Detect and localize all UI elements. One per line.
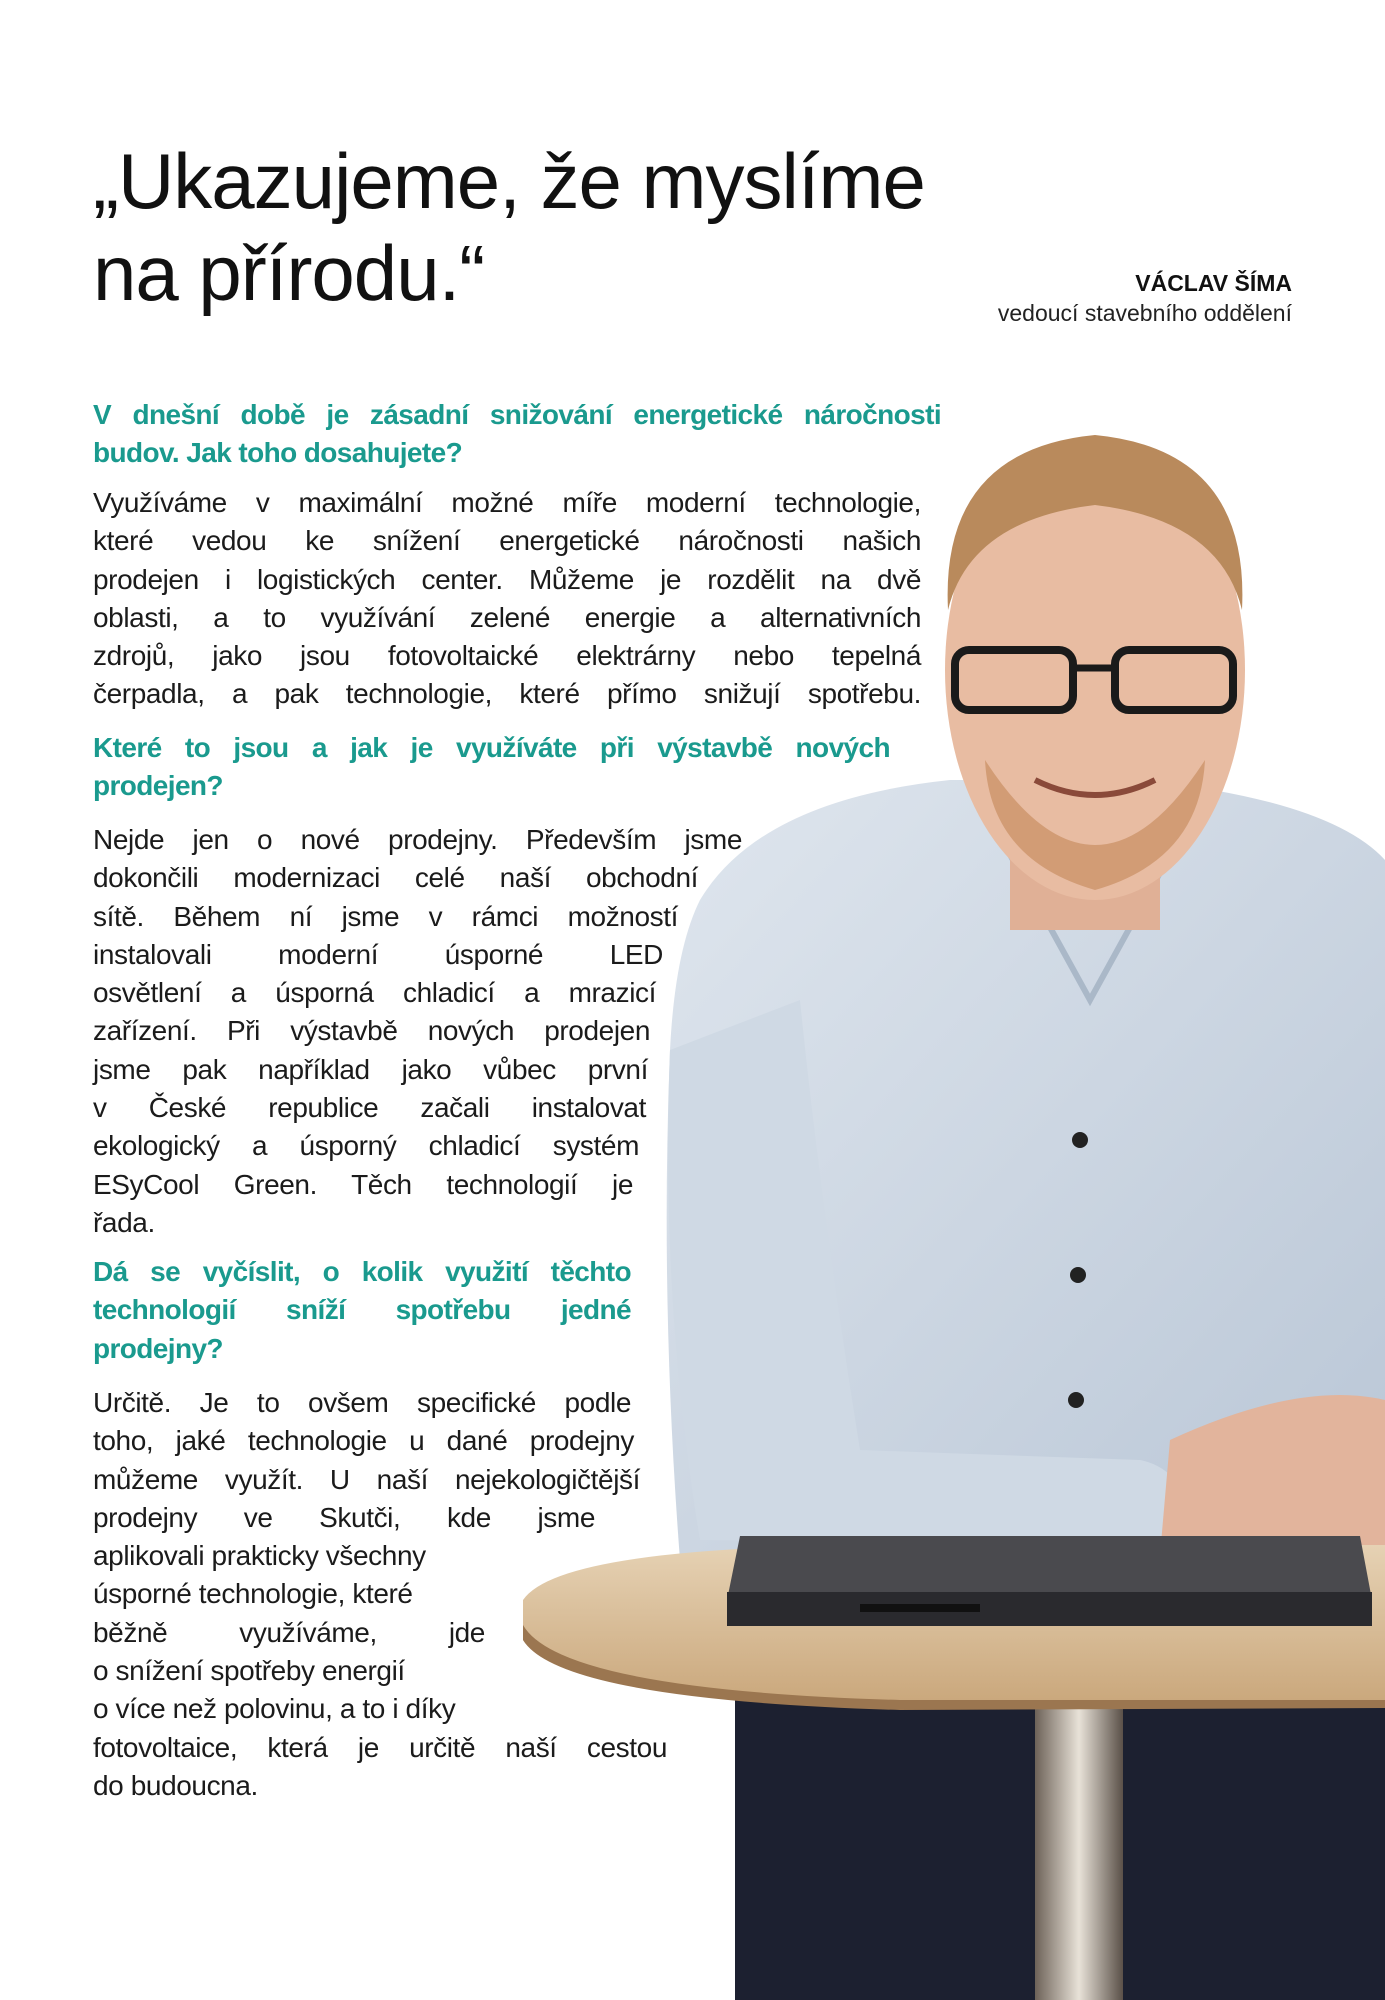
answer-line: fotovoltaice, která je určitě naší cestou	[93, 1731, 667, 1763]
question-line: prodejen?	[93, 770, 223, 802]
answer-line: instalovali moderní úsporné LED	[93, 938, 663, 970]
answer-line: osvětlení a úsporná chladicí a mrazicí	[93, 977, 656, 1009]
answer-line: Určitě. Je to ovšem specifické podle	[93, 1387, 631, 1418]
answer-line: oblasti, a to využívání zelené energie a alternativních	[93, 601, 921, 633]
title-line: „Ukazujeme, že myslíme	[93, 137, 925, 225]
answer-line: Využíváme v maximální možné míře moderní technologie,	[93, 487, 921, 518]
answer-line: které vedou ke snížení energetické náročnosti našich	[93, 525, 921, 557]
answer-line: aplikovali prakticky všechny	[93, 1540, 426, 1572]
answer-line: čerpadla, a pak technologie, které přímo snižují spotřebu.	[93, 678, 921, 710]
question-line: budov. Jak toho dosahujete?	[93, 437, 463, 469]
answer-line: sítě. Během ní jsme v rámci možností	[93, 900, 678, 932]
answer-line: můžeme využít. U naší nejekologičtější	[93, 1463, 640, 1495]
answer-line: jsme pak například jako vůbec první	[93, 1053, 648, 1085]
answer-line: toho, jaké technologie u dané prodejny	[93, 1425, 634, 1457]
byline	[998, 268, 1292, 328]
answer-line: o snížení spotřeby energií	[93, 1655, 405, 1687]
laptop	[727, 1536, 1372, 1626]
answer-line: do budoucna.	[93, 1769, 258, 1801]
answer-line: o více než polovinu, a to i díky	[93, 1693, 456, 1725]
answer-line: prodejny ve Skutči, kde jsme	[93, 1501, 595, 1533]
question-2	[93, 729, 890, 806]
title-line: na přírodu.“	[93, 229, 485, 317]
answer-line: Nejde jen o nové prodejny. Především jsme	[93, 824, 742, 855]
answer-line: úsporné technologie, které	[93, 1578, 413, 1610]
answer-line: běžně využíváme, jde	[93, 1616, 485, 1648]
answer-line: ekologický a úsporný chladicí systém	[93, 1130, 639, 1162]
answer-2	[93, 821, 742, 1242]
answer-line: prodejen i logistických center. Můžeme je rozdělit na dvě	[93, 563, 921, 595]
answer-line: ESyCool Green. Těch technologií je	[93, 1168, 633, 1200]
question-line: V dnešní době je zásadní snižování energetické náročnosti	[93, 399, 941, 430]
author-name: VÁCLAV ŠÍMA	[1135, 270, 1292, 296]
question-1	[93, 396, 941, 473]
question-line: Dá se vyčíslit, o kolik využití těchto	[93, 1256, 631, 1287]
answer-1	[93, 484, 921, 714]
answer-3	[93, 1384, 667, 1805]
answer-line: zařízení. Při výstavbě nových prodejen	[93, 1015, 650, 1047]
answer-line: zdrojů, jako jsou fotovoltaické elektrárny nebo tepelná	[93, 640, 921, 672]
answer-line: řada.	[93, 1206, 155, 1238]
question-3	[93, 1253, 631, 1368]
answer-line: dokončili modernizaci celé naší obchodní	[93, 862, 698, 894]
answer-line: v České republice začali instalovat	[93, 1092, 646, 1124]
question-line: technologií sníží spotřebu jedné	[93, 1294, 631, 1326]
question-line: prodejny?	[93, 1332, 223, 1364]
page-title	[93, 135, 925, 319]
question-line: Které to jsou a jak je využíváte při výstavbě nových	[93, 732, 890, 763]
author-role: vedoucí stavebního oddělení	[997, 300, 1292, 326]
